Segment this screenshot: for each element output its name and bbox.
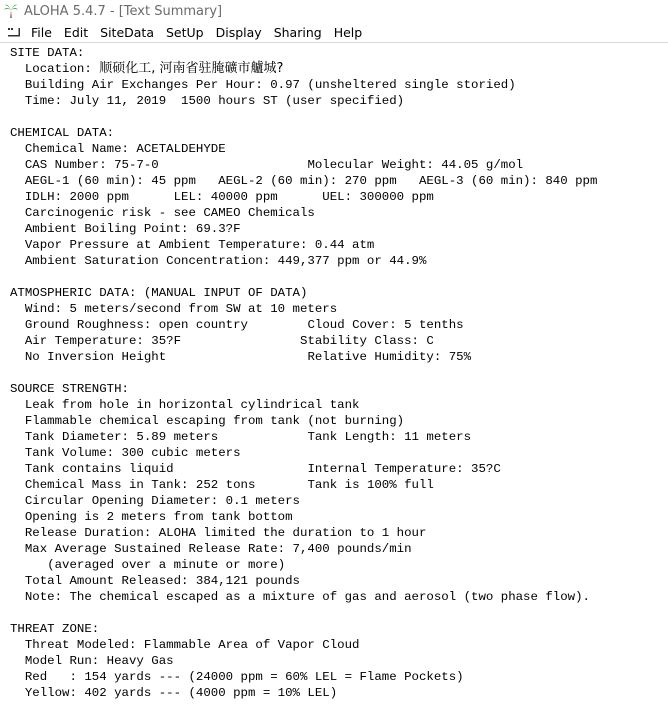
vapor-pressure: Vapor Pressure at Ambient Temperature: 0.44 atm	[24, 238, 375, 252]
cloud-cover: Cloud Cover: 5 tenths	[307, 318, 464, 332]
window-title: ALOHA 5.4.7 - [Text Summary]	[24, 3, 223, 19]
stability-class: Stability Class: C	[300, 334, 434, 348]
location-value: 顺硕化工, 河南省驻腌礦市艫城?	[99, 61, 284, 76]
tank-length: Tank Length: 11 meters	[307, 430, 472, 444]
menu-help[interactable]: Help	[333, 25, 363, 40]
yellow-zone: Yellow: 402 yards --- (4000 ppm = 10% LEL)	[24, 686, 338, 700]
leak-description: Leak from hole in horizontal cylindrical tank	[24, 398, 360, 412]
idlh-lel-uel: IDLH: 2000 ppm LEL: 40000 ppm UEL: 300000 ppm	[24, 190, 434, 204]
chemical-name: Chemical Name: ACETALDEHYDE	[24, 142, 226, 156]
location-label: Location:	[24, 62, 100, 76]
atmospheric-heading: ATMOSPHERIC DATA: (MANUAL INPUT OF DATA)	[10, 286, 308, 300]
chemical-mass: Chemical Mass in Tank: 252 tons	[24, 478, 256, 492]
air-temperature: Air Temperature: 35?F	[24, 334, 182, 348]
model-run: Model Run: Heavy Gas	[24, 654, 174, 668]
opening-diameter: Circular Opening Diameter: 0.1 meters	[24, 494, 300, 508]
palm-tree-icon	[3, 3, 19, 19]
menu-sharing[interactable]: Sharing	[273, 25, 322, 40]
saturation-concentration: Ambient Saturation Concentration: 449,377 ppm or 44.9%	[24, 254, 427, 268]
text-summary	[10, 45, 597, 701]
ground-roughness: Ground Roughness: open country	[24, 318, 248, 332]
relative-humidity: Relative Humidity: 75%	[307, 350, 472, 364]
flammable-description: Flammable chemical escaping from tank (not burning)	[24, 414, 405, 428]
menu-bar	[0, 23, 668, 42]
document-icon[interactable]	[7, 27, 21, 39]
menu-file[interactable]: File	[31, 25, 52, 40]
tank-contents: Tank contains liquid	[24, 462, 174, 476]
title-bar	[0, 0, 668, 22]
red-zone: Red : 154 yards --- (24000 ppm = 60% LEL = Flame Pockets)	[24, 670, 464, 684]
menu-sitedata[interactable]: SiteData	[100, 25, 154, 40]
release-duration: Release Duration: ALOHA limited the duration to 1 hour	[24, 526, 427, 540]
carcinogenic-risk: Carcinogenic risk - see CAMEO Chemicals	[24, 206, 315, 220]
max-release-rate: Max Average Sustained Release Rate: 7,400 pounds/min	[24, 542, 412, 556]
chemical-heading: CHEMICAL DATA:	[10, 126, 115, 140]
two-phase-note: Note: The chemical escaped as a mixture of gas and aerosol (two phase flow).	[24, 590, 590, 604]
tank-full: Tank is 100% full	[307, 478, 434, 492]
menu-setup[interactable]: SetUp	[166, 25, 204, 40]
total-released: Total Amount Released: 384,121 pounds	[24, 574, 300, 588]
menu-edit[interactable]: Edit	[63, 25, 89, 40]
source-heading: SOURCE STRENGTH:	[10, 382, 129, 396]
inversion-height: No Inversion Height	[24, 350, 167, 364]
cas-number: CAS Number: 75-7-0	[24, 158, 159, 172]
threat-modeled: Threat Modeled: Flammable Area of Vapor Cloud	[24, 638, 360, 652]
site-heading: SITE DATA:	[10, 46, 85, 60]
opening-position: Opening is 2 meters from tank bottom	[24, 510, 293, 524]
tank-volume: Tank Volume: 300 cubic meters	[24, 446, 241, 460]
time: Time: July 11, 2019 1500 hours ST (user specified)	[24, 94, 405, 108]
text-summary-pane[interactable]	[0, 42, 668, 712]
air-exchanges: Building Air Exchanges Per Hour: 0.97 (unsheltered single storied)	[24, 78, 516, 92]
tank-diameter: Tank Diameter: 5.89 meters	[24, 430, 219, 444]
wind: Wind: 5 meters/second from SW at 10 meters	[24, 302, 338, 316]
threat-heading: THREAT ZONE:	[10, 622, 100, 636]
molecular-weight: Molecular Weight: 44.05 g/mol	[307, 158, 524, 172]
internal-temperature: Internal Temperature: 35?C	[307, 462, 501, 476]
aegl-values: AEGL-1 (60 min): 45 ppm AEGL-2 (60 min): 270 ppm AEGL-3 (60 min): 840 ppm	[24, 174, 598, 188]
menu-display[interactable]: Display	[215, 25, 262, 40]
boiling-point: Ambient Boiling Point: 69.3?F	[24, 222, 241, 236]
averaged-note: (averaged over a minute or more)	[47, 558, 286, 572]
